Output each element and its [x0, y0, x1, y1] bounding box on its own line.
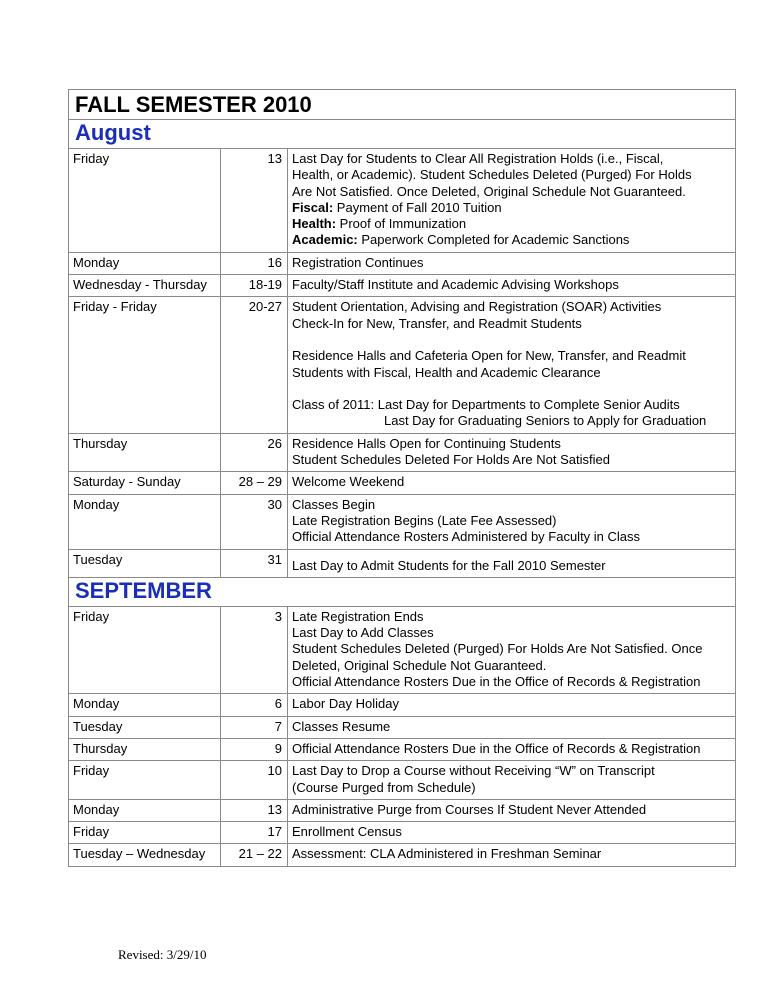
- event-line: [292, 513, 731, 529]
- event-line: [292, 529, 731, 545]
- event-description: [288, 149, 736, 253]
- revised-date: Revised: 3/29/10: [118, 947, 207, 962]
- event-line: [292, 696, 731, 712]
- calendar-row: [69, 494, 736, 549]
- event-line-text: Residence Halls Open for Continuing Students: [292, 435, 561, 451]
- calendar-row: [69, 799, 736, 821]
- event-line-text: Deleted, Original Schedule Not Guaranteed.: [292, 657, 547, 673]
- event-line: [292, 641, 731, 657]
- date-number: 26: [221, 433, 288, 472]
- month-row: [69, 120, 736, 149]
- calendar-row: [69, 844, 736, 866]
- day-of-week: Tuesday: [69, 549, 221, 577]
- title-row: [69, 90, 736, 120]
- event-line: [292, 452, 731, 468]
- day-of-week: Friday: [69, 149, 221, 253]
- event-line-text: Assessment: CLA Administered in Freshman Seminar: [292, 846, 602, 862]
- day-of-week: Tuesday – Wednesday: [69, 844, 221, 866]
- event-description: [288, 822, 736, 844]
- day-of-week: Thursday: [69, 433, 221, 472]
- event-line: [292, 200, 731, 216]
- event-line: [292, 232, 731, 248]
- event-line: [292, 474, 731, 490]
- date-number: 9: [221, 738, 288, 760]
- event-description: [288, 433, 736, 472]
- month-heading: August: [69, 120, 736, 149]
- line-spacer: [292, 381, 731, 397]
- day-of-week: Thursday: [69, 738, 221, 760]
- event-line: [292, 436, 731, 452]
- event-description: [288, 549, 736, 577]
- event-line-text: Health, or Academic). Student Schedules Deleted (Purged) For Holds: [292, 167, 692, 183]
- day-of-week: Monday: [69, 694, 221, 716]
- calendar-row: [69, 549, 736, 577]
- date-number: 13: [221, 149, 288, 253]
- event-description: [288, 799, 736, 821]
- calendar-row: [69, 606, 736, 693]
- calendar-row: [69, 761, 736, 800]
- line-spacer: [292, 332, 731, 348]
- date-number: 16: [221, 252, 288, 274]
- calendar-row: [69, 822, 736, 844]
- day-of-week: Monday: [69, 252, 221, 274]
- event-line-text: Administrative Purge from Courses If Student Never Attended: [292, 801, 647, 817]
- event-line-text: Classes Resume: [292, 718, 391, 734]
- date-number: 3: [221, 606, 288, 693]
- date-number: 10: [221, 761, 288, 800]
- event-line-text: Students with Fiscal, Health and Academic Clearance: [292, 364, 601, 380]
- event-description: [288, 472, 736, 494]
- day-of-week: Saturday - Sunday: [69, 472, 221, 494]
- calendar-row: [69, 738, 736, 760]
- event-line: [292, 658, 731, 674]
- event-line-label: Health:: [292, 216, 337, 232]
- event-line-text: Last Day for Graduating Seniors to Apply for Graduation: [384, 413, 707, 429]
- event-line: [292, 151, 731, 167]
- date-number: 6: [221, 694, 288, 716]
- day-of-week: Friday - Friday: [69, 297, 221, 433]
- date-number: 17: [221, 822, 288, 844]
- event-line-text: Late Registration Begins (Late Fee Assessed): [292, 512, 557, 528]
- event-line-text: Registration Continues: [292, 254, 424, 270]
- calendar-row: [69, 252, 736, 274]
- event-line: [292, 397, 731, 413]
- event-line: [292, 365, 731, 381]
- calendar-row: [69, 716, 736, 738]
- event-line: [292, 763, 731, 779]
- event-line: [292, 824, 731, 840]
- event-description: [288, 761, 736, 800]
- day-of-week: Wednesday - Thursday: [69, 275, 221, 297]
- date-number: 7: [221, 716, 288, 738]
- event-line-text: Student Schedules Deleted For Holds Are Not Satisfied: [292, 452, 610, 468]
- date-number: 31: [221, 549, 288, 577]
- event-line-text: Last Day to Admit Students for the Fall 2010 Semester: [292, 557, 606, 573]
- date-number: 13: [221, 799, 288, 821]
- day-of-week: Friday: [69, 761, 221, 800]
- calendar-row: [69, 472, 736, 494]
- event-line-text: Proof of Immunization: [336, 216, 467, 232]
- event-line: [292, 316, 731, 332]
- calendar-row: [69, 694, 736, 716]
- event-line-text: Student Schedules Deleted (Purged) For Holds Are Not Satisfied. Once: [292, 641, 703, 657]
- event-line: [292, 277, 731, 293]
- event-line: [292, 348, 731, 364]
- event-line-text: Last Day to Drop a Course without Receiving “W” on Transcript: [292, 763, 655, 779]
- event-description: [288, 494, 736, 549]
- day-of-week: Tuesday: [69, 716, 221, 738]
- day-of-week: Friday: [69, 822, 221, 844]
- event-description: [288, 694, 736, 716]
- event-description: [288, 275, 736, 297]
- day-of-week: Monday: [69, 799, 221, 821]
- day-of-week: Monday: [69, 494, 221, 549]
- event-line: [292, 255, 731, 271]
- event-line-text: Check-In for New, Transfer, and Readmit Students: [292, 315, 582, 331]
- event-line-text: Labor Day Holiday: [292, 696, 399, 712]
- event-line-text: Welcome Weekend: [292, 474, 405, 490]
- event-line: [292, 719, 731, 735]
- event-line: [292, 216, 731, 232]
- month-heading: SEPTEMBER: [69, 577, 736, 606]
- event-line-label: Academic:: [292, 232, 358, 248]
- event-line-text: Residence Halls and Cafeteria Open for New, Transfer, and Readmit: [292, 348, 686, 364]
- event-line: [292, 625, 731, 641]
- event-line-text: Late Registration Ends: [292, 608, 424, 624]
- event-line-text: Class of 2011: Last Day for Departments to Complete Senior Audits: [292, 397, 680, 413]
- event-description: [288, 738, 736, 760]
- event-line: [292, 184, 731, 200]
- event-line-text: Student Orientation, Advising and Registration (SOAR) Activities: [292, 299, 662, 315]
- event-description: [288, 297, 736, 433]
- event-description: [288, 716, 736, 738]
- calendar-row: [69, 433, 736, 472]
- event-line-text: Last Day to Add Classes: [292, 625, 434, 641]
- event-line-text: Are Not Satisfied. Once Deleted, Original Schedule Not Guaranteed.: [292, 183, 686, 199]
- date-number: 18-19: [221, 275, 288, 297]
- event-line-text: Classes Begin: [292, 496, 376, 512]
- event-line: [292, 802, 731, 818]
- event-line: [292, 413, 731, 429]
- event-line: [292, 299, 731, 315]
- date-number: 21 – 22: [221, 844, 288, 866]
- month-row: [69, 577, 736, 606]
- calendar-row: [69, 297, 736, 433]
- event-line: [292, 558, 731, 574]
- event-line-text: Payment of Fall 2010 Tuition: [333, 199, 502, 215]
- date-number: 20-27: [221, 297, 288, 433]
- event-line-text: Last Day for Students to Clear All Registration Holds (i.e., Fiscal,: [292, 151, 664, 166]
- date-number: 30: [221, 494, 288, 549]
- calendar-row: [69, 149, 736, 253]
- event-line-label: Fiscal:: [292, 199, 334, 215]
- event-line-text: (Course Purged from Schedule): [292, 779, 476, 795]
- event-line: [292, 167, 731, 183]
- event-description: [288, 252, 736, 274]
- event-line: [292, 497, 731, 513]
- event-description: [288, 606, 736, 693]
- event-line-text: Official Attendance Rosters Due in the Office of Records & Registration: [292, 674, 701, 690]
- day-of-week: Friday: [69, 606, 221, 693]
- calendar-row: [69, 275, 736, 297]
- event-line-text: Official Attendance Rosters Administered by Faculty in Class: [292, 529, 641, 545]
- event-description: [288, 844, 736, 866]
- calendar-body: [69, 90, 736, 867]
- event-line: [292, 674, 731, 690]
- event-line: [292, 741, 731, 757]
- event-line-text: Official Attendance Rosters Due in the Office of Records & Registration: [292, 740, 701, 756]
- event-line-text: Paperwork Completed for Academic Sanctions: [357, 232, 630, 248]
- date-number: 28 – 29: [221, 472, 288, 494]
- event-line: [292, 609, 731, 625]
- academic-calendar-table: [68, 89, 736, 867]
- event-line: [292, 780, 731, 796]
- event-line-text: Enrollment Census: [292, 824, 402, 840]
- event-line-text: Faculty/Staff Institute and Academic Advising Workshops: [292, 277, 619, 293]
- semester-title: FALL SEMESTER 2010: [69, 90, 736, 120]
- event-line: [292, 846, 731, 862]
